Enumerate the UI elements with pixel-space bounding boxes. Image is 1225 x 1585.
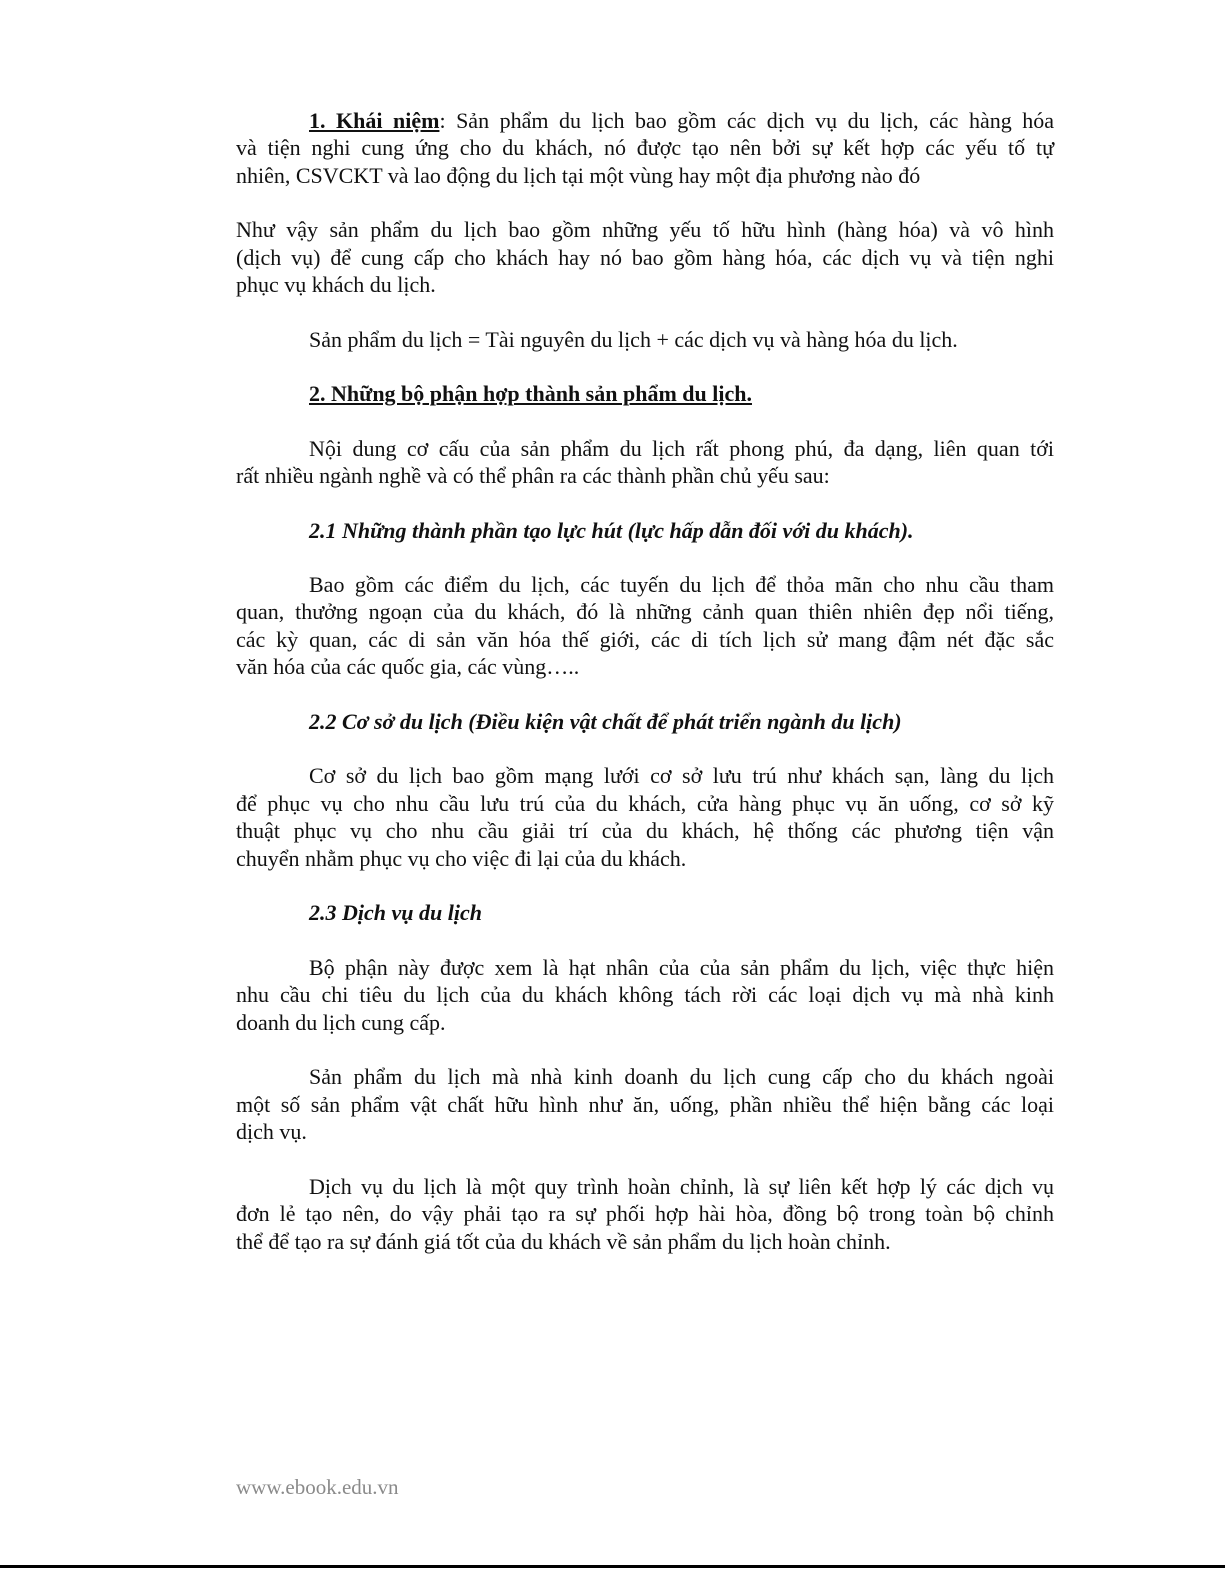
sub23-p3-line2: đơn lẻ tạo nên, do vậy phải tạo ra sự phối hợp hài hòa, đồng bộ trong toàn bộ chỉnh [236,1201,1054,1226]
sub22-line3: thuật phục vụ cho nhu cầu giải trí của du khách, hệ thống các phương tiện vận [236,818,1054,843]
sub22-line2: để phục vụ cho nhu cầu lưu trú của du khách, cửa hàng phục vụ ăn uống, cơ sở kỹ [236,791,1054,816]
footer-url: www.ebook.edu.vn [236,1475,399,1499]
sub22-line1: Cơ sở du lịch bao gồm mạng lưới cơ sở lưu trú như khách sạn, làng du lịch [309,763,1054,788]
section1-line3: nhiên, CSVCKT và lao động du lịch tại một vùng hay một địa phương nào đó [236,163,921,188]
section1-line1-text: : Sản phẩm du lịch bao gồm các dịch vụ du lịch, các hàng hóa [439,108,1054,133]
para2-line2: (dịch vụ) để cung cấp cho khách hay nó bao gồm hàng hóa, các dịch vụ và tiện nghi [236,245,1054,270]
sub23-p3-line1: Dịch vụ du lịch là một quy trình hoàn chỉnh, là sự liên kết hợp lý các dịch vụ [309,1174,1054,1199]
para2-line1: Như vậy sản phẩm du lịch bao gồm những yếu tố hữu hình (hàng hóa) và vô hình [236,217,1054,242]
sub23-p1-line3: doanh du lịch cung cấp. [236,1010,446,1035]
bottom-border-line [0,1565,1225,1568]
section1-line2: và tiện nghi cung ứng cho du khách, nó được tạo nên bởi sự kết hợp các yếu tố tự [236,135,1054,160]
sub23-p2-line3: dịch vụ. [236,1119,307,1144]
sub23-p3-line3: thể để tạo ra sự đánh giá tốt của du khách về sản phẩm du lịch hoàn chỉnh. [236,1229,891,1254]
section1-heading: 1. Khái niệm [309,108,440,133]
sub23-p2-line1: Sản phẩm du lịch mà nhà kinh doanh du lịch cung cấp cho du khách ngoài [309,1064,1054,1089]
subsection-2-1-heading: 2.1 Những thành phần tạo lực hút (lực hấp dẫn đối với du khách). [309,518,914,543]
sub21-line1: Bao gồm các điểm du lịch, các tuyến du lịch để thỏa mãn cho nhu cầu tham [309,572,1054,597]
section1-line1 [309,107,1054,134]
para2-line3: phục vụ khách du lịch. [236,272,436,297]
sub23-p1-line2: nhu cầu chi tiêu du lịch của du khách không tách rời các loại dịch vụ mà nhà kinh [236,982,1054,1007]
formula-line: Sản phẩm du lịch = Tài nguyên du lịch + các dịch vụ và hàng hóa du lịch. [309,327,958,352]
sub21-line4: văn hóa của các quốc gia, các vùng….. [236,654,580,679]
section2-intro-line2: rất nhiều ngành nghề và có thể phân ra các thành phần chủ yếu sau: [236,463,830,488]
section2-heading: 2. Những bộ phận hợp thành sản phẩm du lịch. [309,381,752,406]
sub23-p2-line2: một số sản phẩm vật chất hữu hình như ăn, uống, phần nhiều thể hiện bằng các loại [236,1092,1054,1117]
subsection-2-2-heading: 2.2 Cơ sở du lịch (Điều kiện vật chất để phát triển ngành du lịch) [309,709,902,734]
subsection-2-3-heading: 2.3 Dịch vụ du lịch [309,900,482,925]
section2-intro-line1: Nội dung cơ cấu của sản phẩm du lịch rất phong phú, đa dạng, liên quan tới [309,436,1054,461]
sub21-line3: các kỳ quan, các di sản văn hóa thế giới, các di tích lịch sử mang đậm nét đặc sắc [236,627,1054,652]
sub23-p1-line1: Bộ phận này được xem là hạt nhân của của sản phẩm du lịch, việc thực hiện [309,955,1054,980]
sub22-line4: chuyển nhằm phục vụ cho việc đi lại của du khách. [236,846,687,871]
sub21-line2: quan, thưởng ngoạn của du khách, đó là những cảnh quan thiên nhiên đẹp nổi tiếng, [236,599,1054,624]
